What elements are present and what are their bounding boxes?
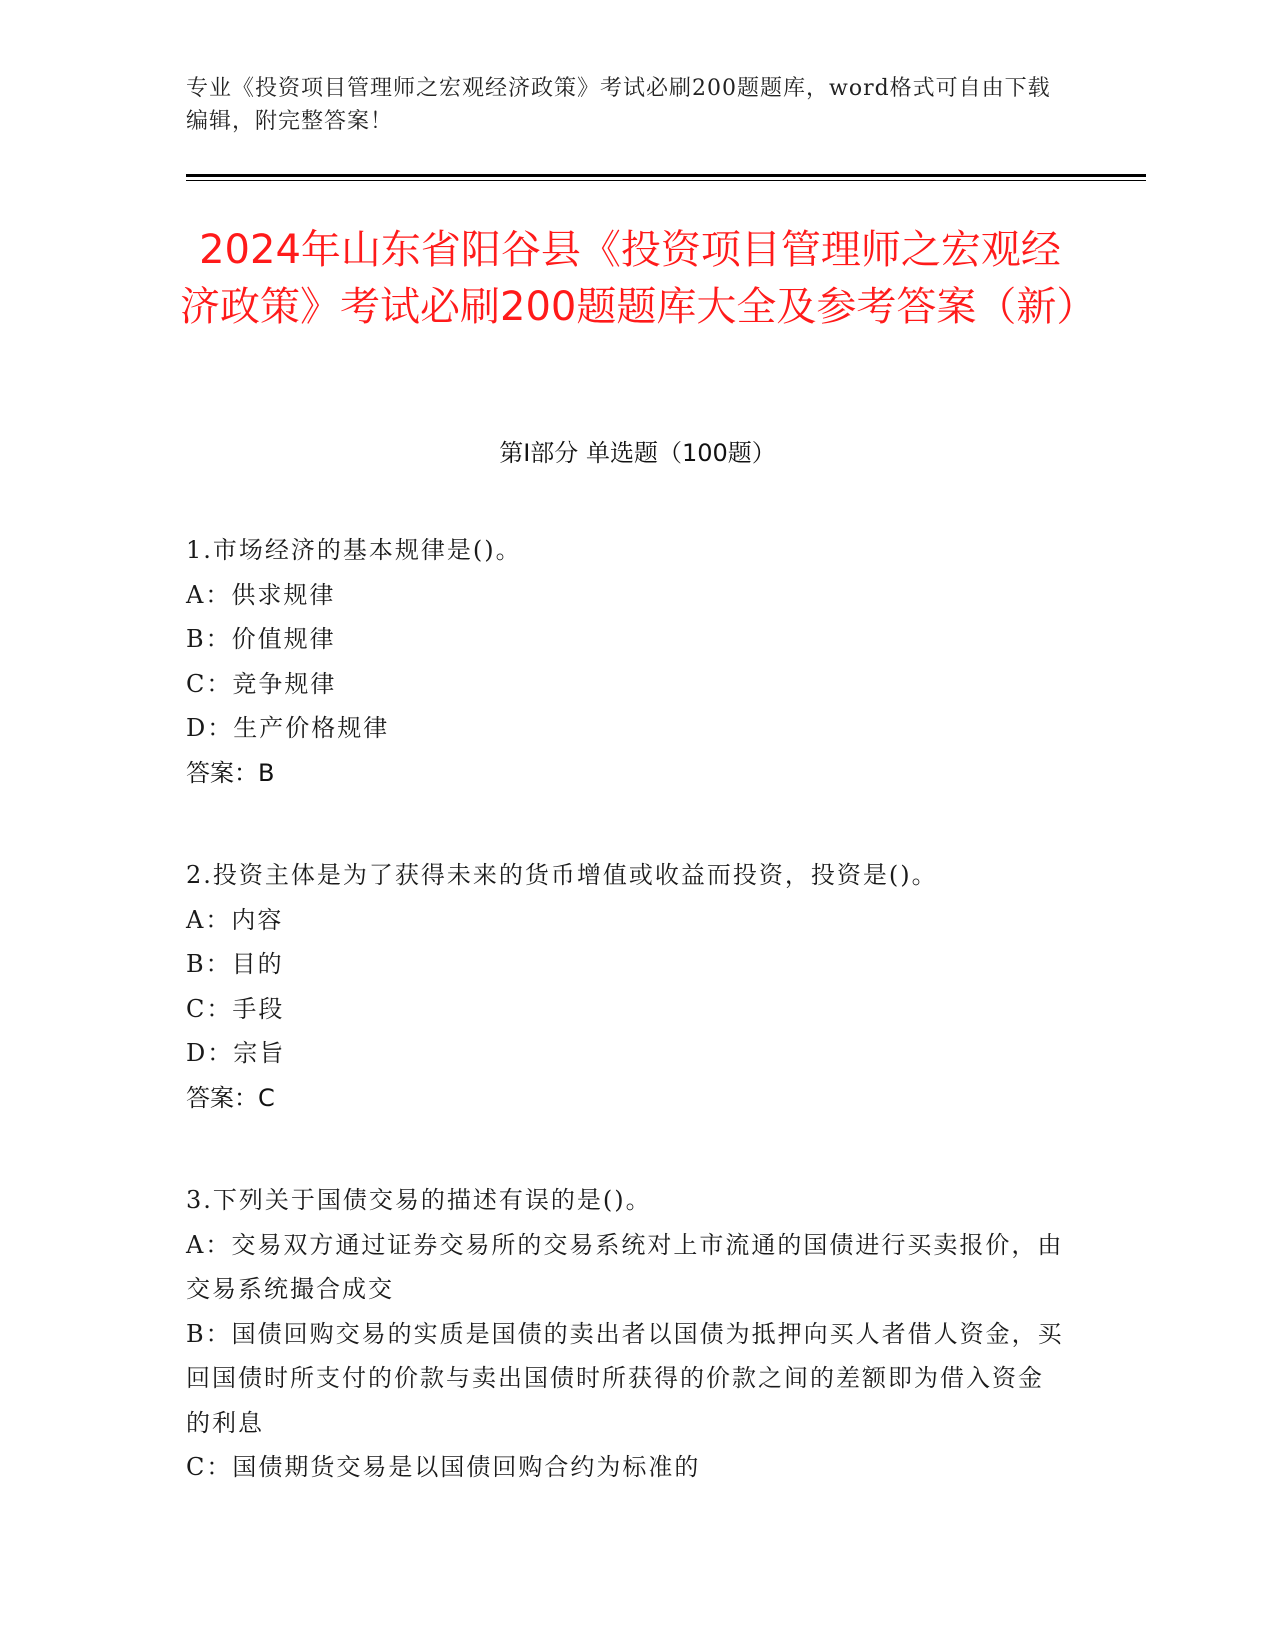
header-rule-thick — [186, 174, 1146, 177]
option-c: C：竞争规律 — [186, 669, 337, 698]
header-rule-thin — [186, 180, 1146, 181]
option-b: B：国债回购交易的实质是国债的卖出者以国债为抵押向买人者借人资金，买回国债时所支付的价款与卖出国债时所获得的价款之间的差额即为借入资金的利息 — [186, 1319, 1064, 1437]
question-stem: 1.市场经济的基本规律是()。 — [186, 536, 522, 564]
question-stem: 3.下列关于国债交易的描述有误的是()。 — [186, 1186, 652, 1214]
document-title: 2024年山东省阳谷县《投资项目管理师之宏观经济政策》考试必刷200题题库大全及参考答案（新） — [180, 227, 1097, 330]
option-a: A：交易双方通过证券交易所的交易系统对上市流通的国债进行买卖报价，由交易系统撮合成交 — [186, 1230, 1064, 1303]
option-a: A：供求规律 — [186, 580, 336, 609]
answer: 答案：C — [186, 1083, 275, 1112]
option-b: B：目的 — [186, 950, 284, 978]
option-b: B：价值规律 — [186, 625, 336, 653]
option-a: A：内容 — [186, 905, 284, 934]
question-2 — [186, 853, 1066, 1120]
option-c: C：手段 — [186, 994, 285, 1023]
question-list — [186, 528, 1066, 1548]
option-c: C：国债期货交易是以国债回购合约为标准的 — [186, 1453, 701, 1481]
header-note: 专业《投资项目管理师之宏观经济政策》考试必刷200题题库，word格式可自由下载编辑，附完整答案！ — [186, 76, 1051, 134]
question-3 — [186, 1178, 1066, 1490]
answer: 答案：B — [186, 758, 275, 787]
question-stem: 2.投资主体是为了获得未来的货币增值或收益而投资，投资是()。 — [186, 861, 938, 889]
option-d: D：生产价格规律 — [186, 714, 390, 742]
question-1 — [186, 528, 1066, 795]
section-title: 第I部分 单选题（100题） — [499, 439, 776, 467]
option-d: D：宗旨 — [186, 1039, 286, 1067]
